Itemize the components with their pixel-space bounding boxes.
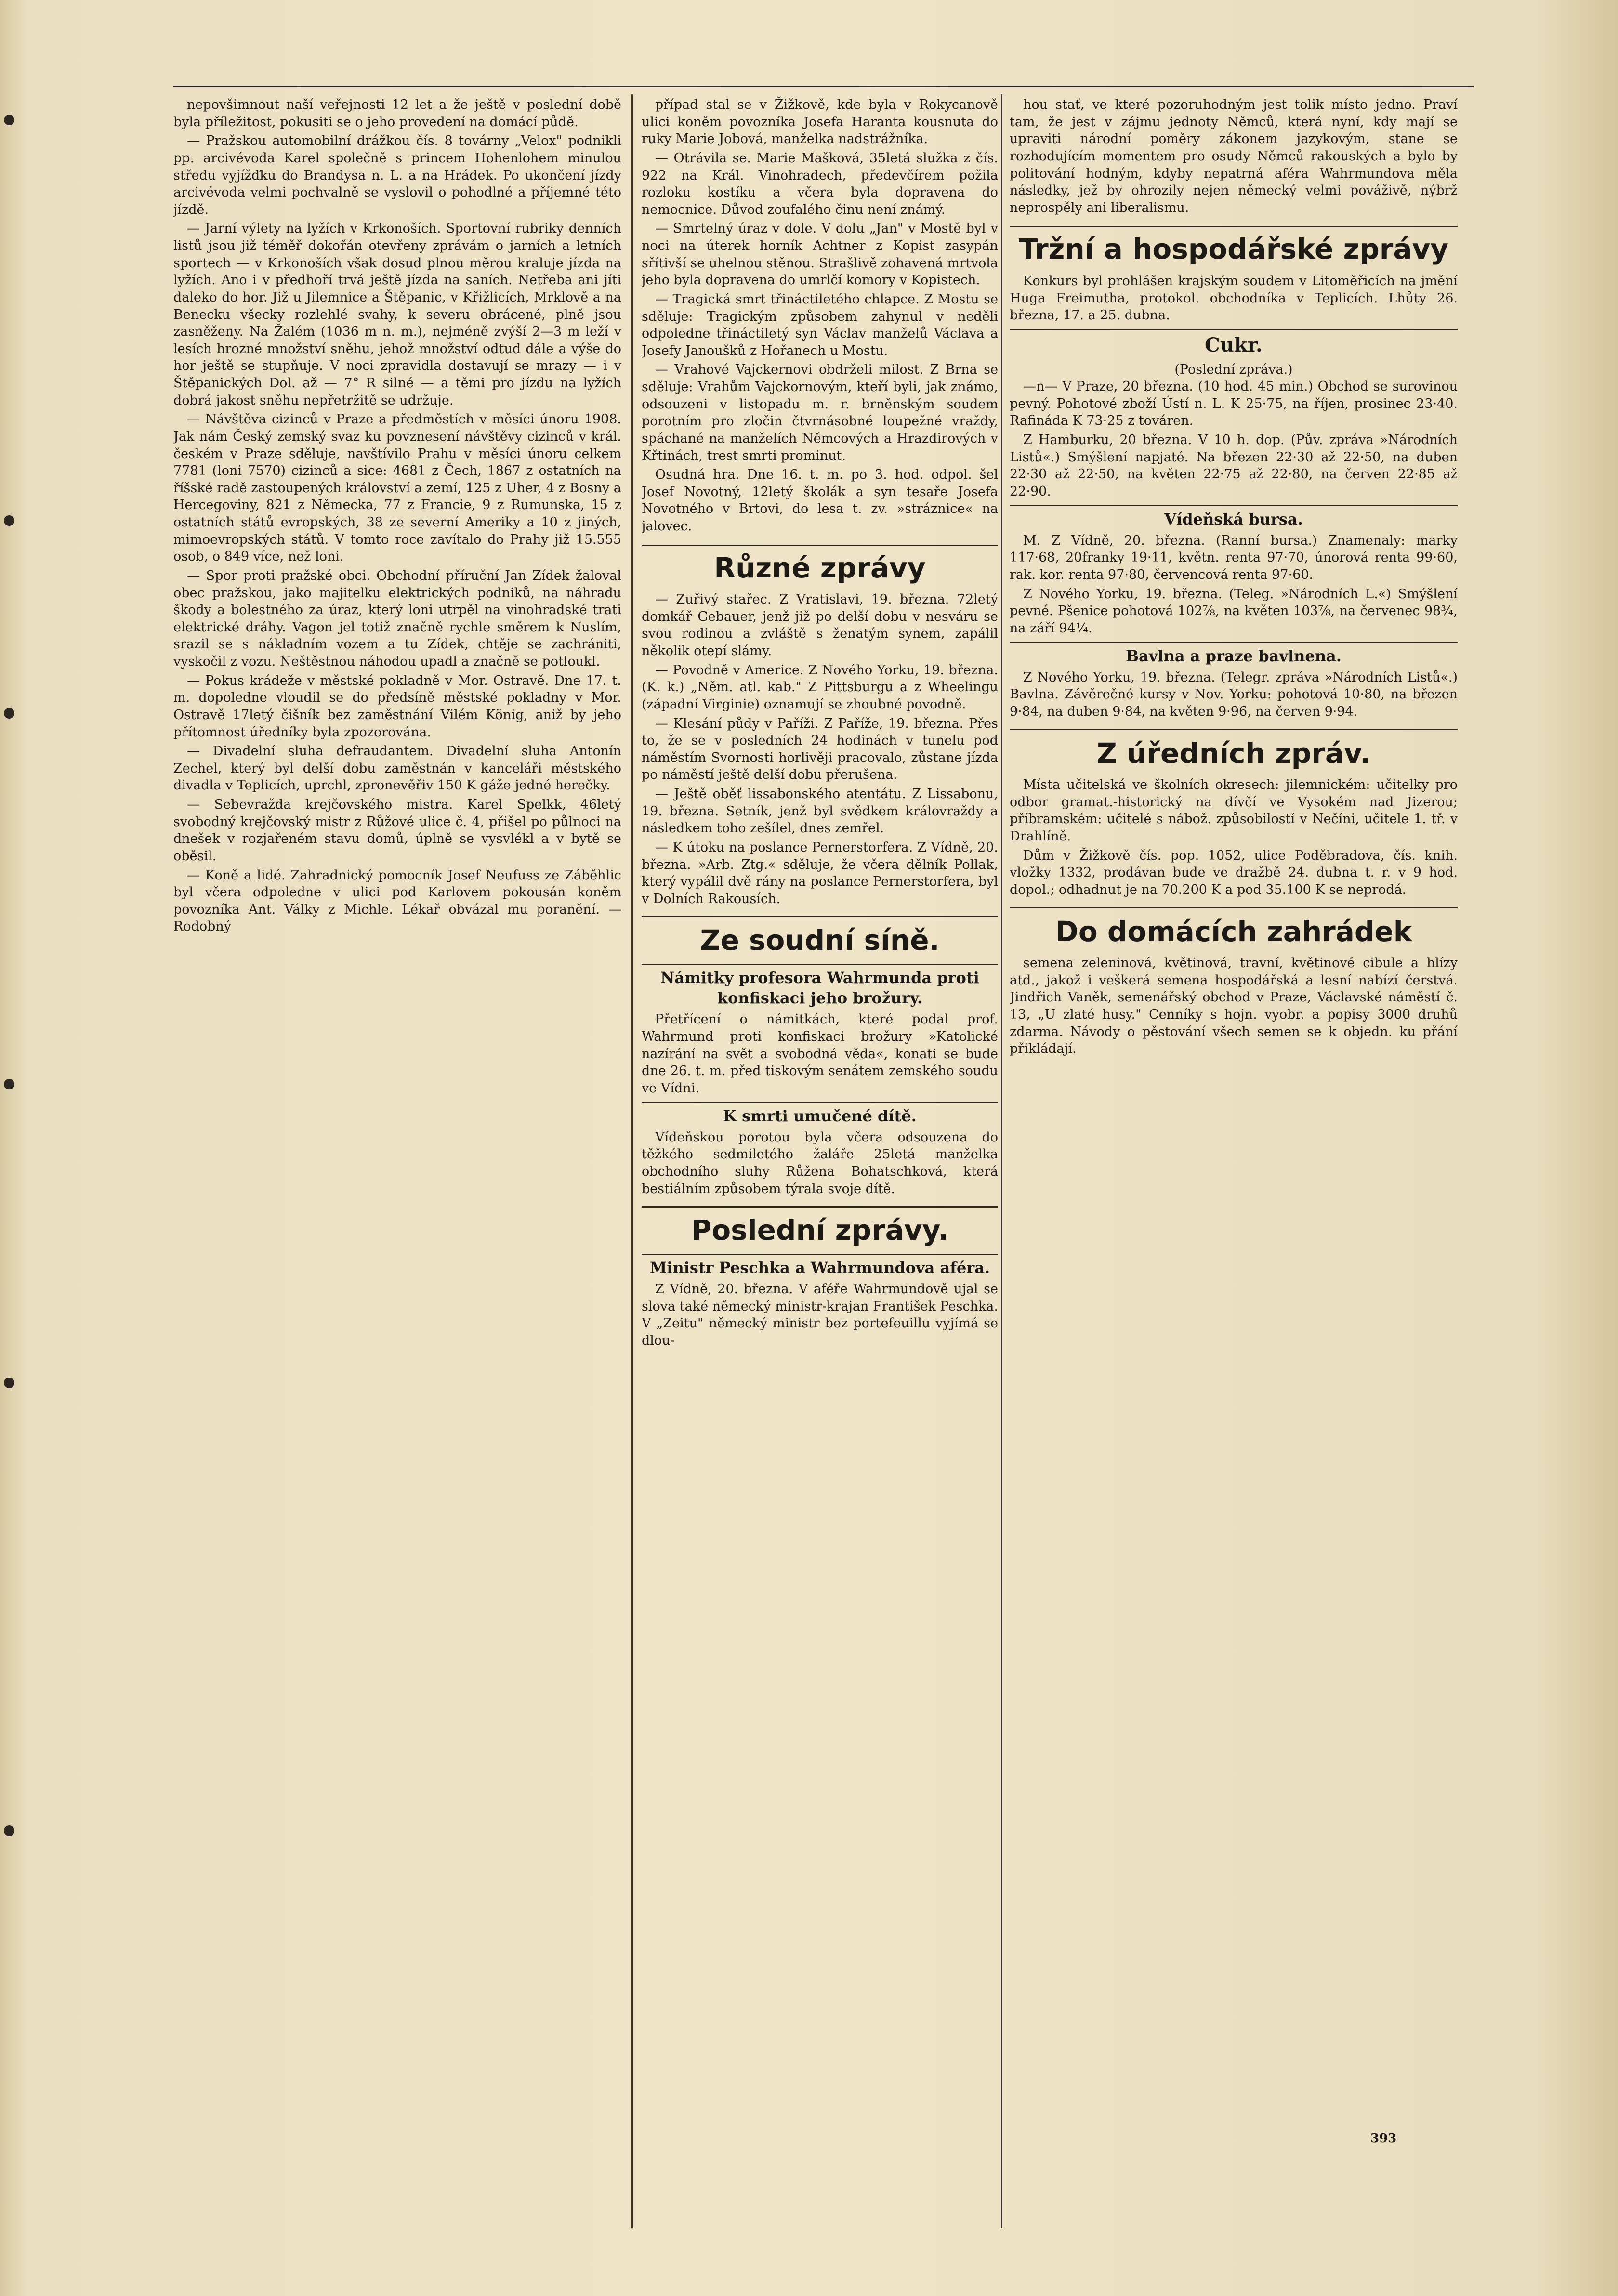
article: — Pokus krádeže v městské pokladně v Mor. Ostravě. Dne 17. t. m. dopoledne vloudil se do předsíně městské pokladny v Mor. Ostravě 17letý čišník bez zaměstnání Vilém König, aniž by jeho přítomnost úředníky byla zpozorována. (173, 673, 621, 740)
article-heading: Cukr. (1010, 329, 1458, 358)
column-divider (1001, 94, 1002, 2228)
binding-hole (4, 1378, 14, 1388)
article: Osudná hra. Dne 16. t. m. po 3. hod. odpol. šel Josef Novotný, 12letý školák a syn tesaře Josefa Novotného v Brtovi, do lesa t. zv. »stráznice« na jalovec. (642, 467, 998, 534)
article: Dům v Žižkově čís. pop. 1052, ulice Poděbradova, čís. knih. vložky 1332, prodávan bude ve dražbě 24. dubna t. r. v 9 hod. dopol.; odhadnut je na 70.200 K a pod 35.100 K se neprodá. (1010, 848, 1458, 897)
article-heading: Ministr Peschka a Wahrmundova aféra. (642, 1254, 998, 1278)
article: případ stal se v Žižkově, kde byla v Rokycanově ulici koněm povozníka Josefa Haranta kousnuta do ruky Marie Jobová, manželka nadstrážníka. (642, 97, 998, 147)
article: — Povodně v Americe. Z Nového Yorku, 19. března. (K. k.) „Něm. atl. kab." Z Pittsburgu a z Wheelingu (západní Virginie) oznamují se zhoubné povodně. (642, 662, 998, 712)
article: Z Nového Yorku, 19. března. (Teleg. »Národních L.«) Smýšlení pevné. Pšenice pohotová 102⅞, na květen 103⅞, na červenec 98¾, na září 94¼. (1010, 586, 1458, 636)
section-heading: Ze soudní síně. (642, 916, 998, 959)
binding-hole (4, 115, 14, 125)
article: — Divadelní sluha defraudantem. Divadelní sluha Antonín Zechel, který byl delší dobu zaměstnán v kanceláři městského divadla v Teplicích, uprchl, zpronevěřiv 150 K gáže jedné herečky. (173, 744, 621, 793)
article: —n— V Praze, 20 března. (10 hod. 45 min.) Obchod se surovinou pevný. Pohotové zboží Ústí n. L. K 25·75, na říjen, prosinec 23·40. Rafináda K 73·25 z továren. (1010, 379, 1458, 429)
article: — Sebevražda krejčovského mistra. Karel Spelkk, 46letý svobodný krejčovský mistr z Růžové ulice č. 4, přišel po půlnoci na dnešek v rozjařeném stavu domů, úplně se vysvlékl a v bytě se oběsil. (173, 797, 621, 864)
section-heading: Z úředních zpráv. (1010, 729, 1458, 772)
article: — Jarní výlety na lyžích v Krkonoších. Sportovní rubriky denních listů jsou již téměř dokořán otevřeny zprávám o jarních a letních sportech — v Krkonoších však dosud plnou měrou kraluje jízda na lyžích. Ano i v předhoří trvá ještě jízda na saních. Netřeba ani jíti daleko do hor. Již u Jilemnice a Štěpanic, v Křižlicích, Mrklově a na Benecku všecky rozlehlé svahy, k severu obrácené, plně jsou zasněženy. Na Žalém (1036 m n. m.), nejméně zvýší 2—3 m leží v lesích hrozné množství sněhu, jehož množství odtud dále a výše do hor ještě se stupňuje. V noci zpravidla dostavují se mrazy — i v Štěpanických Dol. až — 7° R silné — a těmi pro jízdu na lyžích dobrá jakost sněhu nepřetržitě se udržuje. (173, 221, 621, 408)
article-subheading: (Poslední zpráva.) (1174, 362, 1293, 377)
advertisement: semena zeleninová, květinová, travní, květinové cibule a hlízy atd., jakož i veškerá semena hospodářská a lesní nabízí čerstvá. Jindřich Vaněk, semenářský obchod v Praze, Václavské náměstí č. 13, „U zlaté husy." Cenníky s hojn. vyobr. a popisy 3000 druhů zdarma. Návody o pěstování všech semen se k objedn. ku přání přikládají. (1010, 956, 1458, 1057)
binding-hole (4, 515, 14, 526)
article-heading: K smrti umučené dítě. (642, 1102, 998, 1126)
binding-hole (4, 1825, 14, 1836)
article: nepovšimnout naší veřejnosti 12 let a že ještě v poslední době byla příležitost, pokusiti se o jeho provedení na domácí půdě. (173, 97, 621, 130)
article: Místa učitelská ve školních okresech: jilemnickém: učitelky pro odbor gramat.-historický na dívčí ve Vysokém nad Jizerou; příbramském: učitelé s nábož. způsobilostí v Nečíni, učitele 1. tř. v Drahlíně. (1010, 777, 1458, 844)
page-number: 393 (1370, 2131, 1397, 2146)
article-heading: Námitky profesora Wahrmunda proti konfiskaci jeho brožury. (642, 964, 998, 1008)
article: Z Hamburku, 20 března. V 10 h. dop. (Pův. zpráva »Národních Listů«.) Smýšlení napjaté. Na březen 22·30 až 22·50, na duben 22·30 až 22·50, na květen 22·75 až 22·80, na červen 22·85 až 22·90. (1010, 433, 1458, 499)
column-2 (642, 96, 998, 2225)
column-divider (631, 94, 633, 2228)
article: — K útoku na poslance Pernerstorfera. Z Vídně, 20. března. »Arb. Ztg.« sděluje, že včera dělník Pollak, který vypálil dvě rány na poslance Pernerstorfera, byl v Dolních Rakousích. (642, 840, 998, 906)
article: — Otrávila se. Marie Mašková, 35letá služka z čís. 922 na Král. Vinohradech, předevčírem požila rozloku kostíku a včera byla dopravena do nemocnice. Důvod zoufalého činu není známý. (642, 150, 998, 217)
article: — Smrtelný úraz v dole. V dolu „Jan" v Mostě byl v noci na úterek horník Achtner z Kopist zasypán sřítivší se uhelnou stěnou. Strašlivě zohavená mrtvola jeho byla dopravena do umrlčí komory v Kopistech. (642, 221, 998, 288)
header-rule (173, 86, 1474, 87)
article: — Vrahové Vajckernovi obdrželi milost. Z Brna se sděluje: Vrahům Vajckornovým, kteří byli, jak známo, odsouzeni v listopadu m. r. brněnským soudem porotním pro zločin čtvrnásobné loupežné vraždy, spáchané na manželích Němcových a Hrazdirových v Křtinách, trest smrti prominut. (642, 362, 998, 463)
article: Vídeňskou porotou byla včera odsouzena do těžkého sedmiletého žaláře 25letá manželka obchodního sluhy Růžena Bohatschková, která bestiálním způsobem týrala svoje dítě. (642, 1129, 998, 1196)
section-heading: Různé zprávy (642, 544, 998, 587)
article: Přetřícení o námitkách, které podal prof. Wahrmund proti konfiskaci brožury »Katolické nazírání na svět a svobodná věda«, konati se bude dne 26. t. m. před tiskovým senátem zemského soudu ve Vídni. (642, 1012, 998, 1096)
article: — Tragická smrt třináctiletého chlapce. Z Mostu se sděluje: Tragickým způsobem zahynul v neděli odpoledne třináctiletý syn Václav manželů Václava a Josefy Janoušků z Hořanech u Mostu. (642, 291, 998, 358)
section-heading: Poslední zprávy. (642, 1206, 998, 1249)
article-heading: Bavlna a praze bavlnena. (1010, 642, 1458, 666)
binding-hole (4, 1079, 14, 1089)
article: — Koně a lidé. Zahradnický pomocník Josef Neufuss ze Záběhlic byl včera odpoledne v ulici pod Karlovem pokousán koněm povozníka Ant. Války z Michle. Lékař obvázal mu poranění. — Rodobný (173, 867, 621, 934)
section-heading: Do domácích zahrádek (1010, 907, 1458, 950)
article: M. Z Vídně, 20. března. (Ranní bursa.) Znamenaly: marky 117·68, 20franky 19·11, květn. renta 97·70, únorová renta 99·60, rak. kor. renta 97·80, červencová renta 97·60. (1010, 533, 1458, 583)
article-heading: Vídeňská bursa. (1010, 505, 1458, 529)
article: — Pražskou automobilní drážkou čís. 8 továrny „Velox" podnikli pp. arcivévoda Karel společně s princem Hohenlohem minulou středu vyjížďku do Brandysa n. L. a na Hrádek. Po ukončení jízdy arcivévoda velmi pochvalně se vyslovil o pohodlné a příjemné této jízdě. (173, 133, 621, 217)
article: — Klesání půdy v Paříži. Z Paříže, 19. března. Přes to, že se v posledních 24 hodinách v tunelu pod náměstím Svornosti horlivěji pracovalo, zůstane jízda po náměstí ještě delší dobu přerušena. (642, 716, 998, 783)
column-3 (1010, 96, 1458, 2225)
article: — Návštěva cizinců v Praze a předměstích v měsíci únoru 1908. Jak nám Český zemský svaz ku povznesení návštěvy cizinců v král. českém v Praze sděluje, navštívilo Prahu v měsíci únoru celkem 7781 (loni 7570) cizinců a sice: 4681 z Čech, 1867 z ostatních na říšské radě zastoupených království a zemí, 125 z Uher, 4 z Bosny a Hercegoviny, 821 z Německa, 77 z Francie, 9 z Rumunska, 15 z ostatních států evropských, 38 ze severní Ameriky a 10 z jiných, mimoevropských států. V tomto roce zavítalo do Prahy již 15.555 osob, o 849 více, než loni. (173, 412, 621, 564)
article: — Spor proti pražské obci. Obchodní příruční Jan Zídek žaloval obec pražskou, jako majitelku elektrických podniků, na náhradu škody a bolestného za úraz, který loni utrpěl na vinohradské trati elektrické dráhy. Vagon jel totiž značně rychle směrem k Nuslím, srazil se s nákladním vozem a tu Zídek, chtěje se zachrániti, vyskočil z vozu. Neštěstnou náhodou upadl a značně se potloukl. (173, 568, 621, 669)
column-1 (173, 96, 621, 2225)
article: Konkurs byl prohlášen krajským soudem v Litoměřicích na jmění Huga Freimutha, protokol. obchodníka v Teplicích. Lhůty 26. března, 17. a 25. dubna. (1010, 273, 1458, 323)
article: Z Nového Yorku, 19. března. (Telegr. zpráva »Národních Listů«.) Bavlna. Závěrečné kursy v Nov. Yorku: pohotová 10·80, na březen 9·84, na duben 9·84, na květen 9·96, na červen 9·94. (1010, 669, 1458, 720)
article: Z Vídně, 20. března. V aféře Wahrmundově ujal se slova také německý ministr-krajan František Peschka. V „Zeitu" německý ministr bez portefeuillu vyjímá se dlou- (642, 1282, 998, 1348)
article: — Zuřivý stařec. Z Vratislavi, 19. března. 72letý domkář Gebauer, jenž již po delší dobu v nesváru se svou rodinou a zvláště s ženatým synem, zapálil několik otepí slámy. (642, 592, 998, 659)
binding-hole (4, 708, 14, 719)
article: — Ještě oběť lissabonského atentátu. Z Lissabonu, 19. března. Setník, jenž byl svědkem královraždy a následkem toho zešílel, dnes zemřel. (642, 787, 998, 836)
article: hou stať, ve které pozoruhodným jest tolik místo jedno. Praví tam, že jest v zájmu jednoty Němců, která nyní, kdy mají se upraviti národní poměry zákonem jazykovým, stane se rozhodujícím momentem pro osudy Němců rakouských a bylo by politování hodným, kdyby nepatrná aféra Wahrmundova měla následky, jež by ohrozily nejen německý velmi pováživě, nýbrž neprospěly ani liberalismu. (1010, 97, 1458, 215)
section-heading: Tržní a hospodářské zprávy (1010, 225, 1458, 268)
